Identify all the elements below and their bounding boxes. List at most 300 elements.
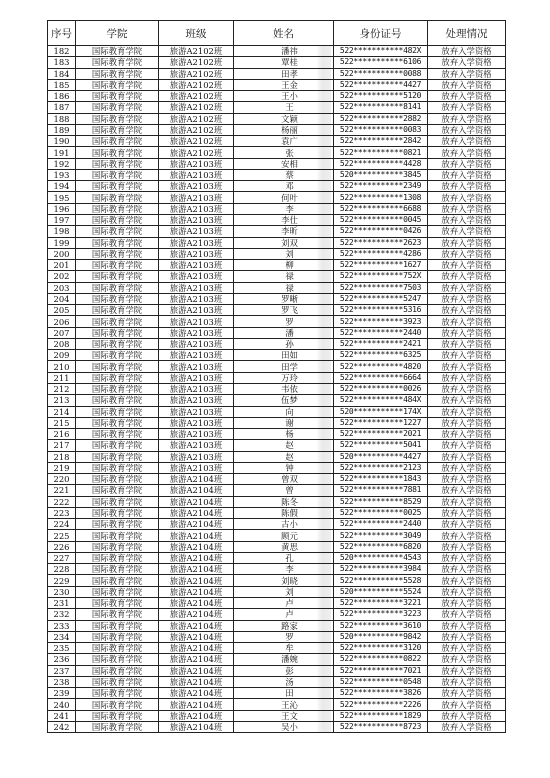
cell-name	[234, 676, 334, 687]
cell-class: 旅游A2104班	[159, 575, 234, 586]
redaction-blur	[317, 575, 331, 585]
cell-class: 旅游A2103班	[159, 293, 234, 304]
redaction-blur	[317, 553, 331, 563]
cell-name	[234, 91, 334, 102]
student-name: 韦依	[281, 384, 298, 395]
cell-status: 放弃入学资格	[428, 79, 506, 90]
cell-status: 放弃入学资格	[428, 485, 506, 496]
redaction-blur	[317, 463, 331, 473]
roster-table	[47, 20, 506, 733]
redaction-blur	[317, 125, 331, 135]
cell-name	[234, 665, 334, 676]
student-name: 刘双	[281, 237, 298, 248]
cell-no: 228	[48, 564, 76, 575]
cell-id: 522***********0083	[334, 124, 428, 135]
cell-college: 国际教育学院	[76, 237, 159, 248]
student-name: 李仕	[281, 215, 298, 226]
table-row	[48, 124, 506, 135]
redaction-blur	[317, 711, 331, 721]
student-name: 牟	[285, 643, 294, 654]
redaction-blur	[317, 688, 331, 698]
redaction-blur	[317, 316, 331, 326]
cell-no: 239	[48, 688, 76, 699]
cell-status: 放弃入学资格	[428, 305, 506, 316]
cell-id: 522***********7881	[334, 485, 428, 496]
cell-name	[234, 699, 334, 710]
table-row	[48, 192, 506, 203]
student-name: 曾	[285, 485, 294, 496]
cell-no: 207	[48, 327, 76, 338]
cell-id: 522***********2226	[334, 699, 428, 710]
col-header-class: 班级	[159, 21, 234, 46]
cell-status: 放弃入学资格	[428, 350, 506, 361]
cell-no: 237	[48, 665, 76, 676]
cell-id: 522***********0088	[334, 68, 428, 79]
table-row	[48, 507, 506, 518]
cell-class: 旅游A2103班	[159, 462, 234, 473]
cell-name	[234, 350, 334, 361]
cell-college: 国际教育学院	[76, 214, 159, 225]
cell-no: 224	[48, 519, 76, 530]
redaction-blur	[317, 102, 331, 112]
cell-status: 放弃入学资格	[428, 237, 506, 248]
cell-status: 放弃入学资格	[428, 46, 506, 57]
cell-name	[234, 643, 334, 654]
student-name: 孙	[285, 339, 294, 350]
cell-status: 放弃入学资格	[428, 372, 506, 383]
student-name: 王金	[281, 79, 298, 90]
cell-name	[234, 721, 334, 732]
cell-class: 旅游A2103班	[159, 440, 234, 451]
cell-college: 国际教育学院	[76, 451, 159, 462]
cell-no: 222	[48, 496, 76, 507]
cell-class: 旅游A2103班	[159, 271, 234, 282]
cell-college: 国际教育学院	[76, 564, 159, 575]
cell-id: 522***********6325	[334, 350, 428, 361]
cell-class: 旅游A2102班	[159, 136, 234, 147]
cell-name	[234, 271, 334, 282]
cell-college: 国际教育学院	[76, 440, 159, 451]
redaction-blur	[317, 519, 331, 529]
cell-status: 放弃入学资格	[428, 552, 506, 563]
cell-college: 国际教育学院	[76, 699, 159, 710]
cell-id: 522***********3223	[334, 609, 428, 620]
cell-college: 国际教育学院	[76, 710, 159, 721]
cell-status: 放弃入学资格	[428, 631, 506, 642]
cell-class: 旅游A2103班	[159, 417, 234, 428]
student-name: 王沁	[281, 699, 298, 710]
cell-id: 522***********0026	[334, 383, 428, 394]
header-row	[48, 21, 506, 46]
table-row	[48, 91, 506, 102]
cell-no: 234	[48, 631, 76, 642]
cell-college: 国际教育学院	[76, 327, 159, 338]
cell-class: 旅游A2103班	[159, 383, 234, 394]
cell-class: 旅游A2103班	[159, 406, 234, 417]
cell-no: 241	[48, 710, 76, 721]
cell-class: 旅游A2102班	[159, 68, 234, 79]
cell-id: 522***********3984	[334, 564, 428, 575]
cell-id: 522***********5316	[334, 305, 428, 316]
cell-no: 216	[48, 429, 76, 440]
cell-class: 旅游A2103班	[159, 316, 234, 327]
table-row	[48, 552, 506, 563]
table-row	[48, 721, 506, 732]
student-name: 田孝	[281, 68, 298, 79]
table-row	[48, 293, 506, 304]
cell-no: 219	[48, 462, 76, 473]
cell-id: 520***********3845	[334, 169, 428, 180]
student-name: 田如	[281, 350, 298, 361]
table-row	[48, 440, 506, 451]
student-name: 汤	[285, 677, 294, 687]
cell-name	[234, 113, 334, 124]
cell-status: 放弃入学资格	[428, 203, 506, 214]
cell-status: 放弃入学资格	[428, 395, 506, 406]
cell-name	[234, 688, 334, 699]
redaction-blur	[317, 91, 331, 101]
cell-class: 旅游A2103班	[159, 237, 234, 248]
cell-id: 522***********6106	[334, 57, 428, 68]
cell-class: 旅游A2103班	[159, 395, 234, 406]
redaction-blur	[317, 339, 331, 349]
cell-college: 国际教育学院	[76, 46, 159, 57]
cell-no: 200	[48, 248, 76, 259]
student-name: 何叶	[281, 192, 298, 203]
student-name: 田	[285, 688, 294, 699]
cell-no: 217	[48, 440, 76, 451]
cell-status: 放弃入学资格	[428, 361, 506, 372]
cell-class: 旅游A2103班	[159, 203, 234, 214]
cell-status: 放弃入学资格	[428, 316, 506, 327]
cell-class: 旅游A2103班	[159, 338, 234, 349]
redaction-blur	[317, 69, 331, 79]
cell-id: 522***********3826	[334, 688, 428, 699]
cell-name	[234, 147, 334, 158]
student-name: 谢	[285, 417, 294, 428]
cell-class: 旅游A2104班	[159, 631, 234, 642]
student-name: 安相	[281, 158, 298, 169]
redaction-blur	[317, 395, 331, 405]
cell-class: 旅游A2103班	[159, 192, 234, 203]
cell-status: 放弃入学资格	[428, 429, 506, 440]
cell-class: 旅游A2104班	[159, 665, 234, 676]
cell-id: 522***********1843	[334, 474, 428, 485]
redaction-blur	[317, 305, 331, 315]
cell-status: 放弃入学资格	[428, 609, 506, 620]
cell-name	[234, 305, 334, 316]
cell-college: 国际教育学院	[76, 136, 159, 147]
redaction-blur	[317, 271, 331, 281]
cell-college: 国际教育学院	[76, 203, 159, 214]
cell-class: 旅游A2103班	[159, 372, 234, 383]
cell-class: 旅游A2104班	[159, 609, 234, 620]
redaction-blur	[317, 564, 331, 574]
cell-name	[234, 57, 334, 68]
table-row	[48, 451, 506, 462]
cell-no: 221	[48, 485, 76, 496]
table-row	[48, 203, 506, 214]
cell-name	[234, 383, 334, 394]
student-name: 顾元	[281, 530, 298, 541]
student-name: 覃桂	[281, 57, 298, 68]
cell-name	[234, 46, 334, 57]
table-row	[48, 417, 506, 428]
cell-status: 放弃入学资格	[428, 406, 506, 417]
redaction-blur	[317, 654, 331, 664]
table-row	[48, 372, 506, 383]
table-row	[48, 496, 506, 507]
cell-name	[234, 181, 334, 192]
table-row	[48, 181, 506, 192]
cell-status: 放弃入学资格	[428, 383, 506, 394]
cell-class: 旅游A2104班	[159, 564, 234, 575]
cell-name	[234, 519, 334, 530]
student-name: 钟	[285, 462, 294, 473]
cell-class: 旅游A2103班	[159, 226, 234, 237]
cell-no: 232	[48, 609, 76, 620]
cell-status: 放弃入学资格	[428, 530, 506, 541]
table-row	[48, 136, 506, 147]
table-row	[48, 676, 506, 687]
cell-no: 220	[48, 474, 76, 485]
cell-id: 522***********2440	[334, 327, 428, 338]
cell-no: 191	[48, 147, 76, 158]
cell-no: 233	[48, 620, 76, 631]
cell-id: 522***********8723	[334, 721, 428, 732]
cell-name	[234, 203, 334, 214]
table-row	[48, 383, 506, 394]
redaction-blur	[317, 136, 331, 146]
cell-no: 198	[48, 226, 76, 237]
cell-status: 放弃入学资格	[428, 57, 506, 68]
cell-class: 旅游A2103班	[159, 260, 234, 271]
cell-class: 旅游A2104班	[159, 519, 234, 530]
student-name: 黄思	[281, 541, 298, 552]
student-name: 孔	[285, 553, 294, 564]
cell-class: 旅游A2102班	[159, 102, 234, 113]
cell-name	[234, 102, 334, 113]
cell-status: 放弃入学资格	[428, 260, 506, 271]
cell-id: 522***********5528	[334, 575, 428, 586]
cell-name	[234, 474, 334, 485]
student-name: 田学	[281, 361, 298, 372]
cell-college: 国际教育学院	[76, 643, 159, 654]
student-name: 罗飞	[281, 305, 298, 316]
cell-no: 230	[48, 586, 76, 597]
table-row	[48, 586, 506, 597]
cell-status: 放弃入学资格	[428, 575, 506, 586]
student-name: 曾双	[281, 474, 298, 485]
cell-college: 国际教育学院	[76, 395, 159, 406]
redaction-blur	[317, 722, 331, 732]
student-name: 赵	[285, 440, 294, 451]
cell-college: 国际教育学院	[76, 91, 159, 102]
table-row	[48, 598, 506, 609]
cell-id: 522***********2421	[334, 338, 428, 349]
cell-name	[234, 169, 334, 180]
cell-name	[234, 395, 334, 406]
table-row	[48, 462, 506, 473]
cell-status: 放弃入学资格	[428, 113, 506, 124]
cell-status: 放弃入学资格	[428, 474, 506, 485]
cell-id: 522***********4427	[334, 79, 428, 90]
cell-college: 国际教育学院	[76, 68, 159, 79]
cell-id: 522***********2440	[334, 519, 428, 530]
cell-no: 229	[48, 575, 76, 586]
table-row	[48, 406, 506, 417]
cell-college: 国际教育学院	[76, 406, 159, 417]
cell-class: 旅游A2103班	[159, 158, 234, 169]
cell-status: 放弃入学资格	[428, 654, 506, 665]
student-name: 罗	[285, 631, 294, 642]
table-row	[48, 113, 506, 124]
cell-status: 放弃入学资格	[428, 710, 506, 721]
cell-no: 242	[48, 721, 76, 732]
cell-status: 放弃入学资格	[428, 169, 506, 180]
cell-status: 放弃入学资格	[428, 598, 506, 609]
cell-college: 国际教育学院	[76, 102, 159, 113]
redaction-blur	[317, 621, 331, 631]
cell-name	[234, 609, 334, 620]
cell-status: 放弃入学资格	[428, 507, 506, 518]
cell-class: 旅游A2102班	[159, 113, 234, 124]
cell-id: 522***********1829	[334, 710, 428, 721]
cell-name	[234, 68, 334, 79]
cell-status: 放弃入学资格	[428, 282, 506, 293]
cell-id: 522***********7503	[334, 282, 428, 293]
cell-no: 209	[48, 350, 76, 361]
table-row	[48, 710, 506, 721]
redaction-blur	[317, 226, 331, 236]
redaction-blur	[317, 361, 331, 371]
cell-college: 国际教育学院	[76, 124, 159, 135]
student-name: 潘	[285, 327, 294, 338]
cell-status: 放弃入学资格	[428, 181, 506, 192]
cell-no: 183	[48, 57, 76, 68]
cell-status: 放弃入学资格	[428, 699, 506, 710]
cell-status: 放弃入学资格	[428, 158, 506, 169]
table-row	[48, 102, 506, 113]
cell-status: 放弃入学资格	[428, 688, 506, 699]
cell-name	[234, 372, 334, 383]
cell-no: 203	[48, 282, 76, 293]
cell-no: 210	[48, 361, 76, 372]
student-name: 邓	[285, 181, 294, 192]
redaction-blur	[317, 80, 331, 90]
student-name: 刘晓	[281, 575, 298, 586]
cell-status: 放弃入学资格	[428, 68, 506, 79]
cell-class: 旅游A2104班	[159, 474, 234, 485]
cell-no: 186	[48, 91, 76, 102]
cell-name	[234, 361, 334, 372]
cell-college: 国际教育学院	[76, 676, 159, 687]
cell-no: 194	[48, 181, 76, 192]
redaction-blur	[317, 666, 331, 676]
student-name: 李	[285, 564, 294, 575]
table-row	[48, 699, 506, 710]
cell-status: 放弃入学资格	[428, 226, 506, 237]
redaction-blur	[317, 294, 331, 304]
student-name: 罗晰	[281, 293, 298, 304]
cell-id: 520***********9842	[334, 631, 428, 642]
cell-college: 国际教育学院	[76, 350, 159, 361]
cell-id: 522***********2123	[334, 462, 428, 473]
cell-no: 205	[48, 305, 76, 316]
redaction-blur	[317, 440, 331, 450]
cell-status: 放弃入学资格	[428, 327, 506, 338]
cell-college: 国际教育学院	[76, 305, 159, 316]
student-name: 古小	[281, 519, 298, 530]
student-name: 潘婉	[281, 654, 298, 665]
student-name: 赵	[285, 451, 294, 462]
cell-status: 放弃入学资格	[428, 721, 506, 732]
cell-class: 旅游A2103班	[159, 305, 234, 316]
cell-id: 522***********4428	[334, 158, 428, 169]
cell-no: 185	[48, 79, 76, 90]
student-name: 禄	[285, 282, 294, 293]
cell-status: 放弃入学资格	[428, 102, 506, 113]
redaction-blur	[317, 170, 331, 180]
cell-no: 193	[48, 169, 76, 180]
cell-no: 195	[48, 192, 76, 203]
cell-college: 国际教育学院	[76, 575, 159, 586]
table-row	[48, 237, 506, 248]
table-row	[48, 485, 506, 496]
table-row	[48, 338, 506, 349]
cell-id: 522***********0548	[334, 676, 428, 687]
cell-id: 522***********2842	[334, 136, 428, 147]
cell-class: 旅游A2104班	[159, 586, 234, 597]
cell-college: 国际教育学院	[76, 338, 159, 349]
cell-no: 208	[48, 338, 76, 349]
cell-status: 放弃入学资格	[428, 451, 506, 462]
cell-class: 旅游A2102班	[159, 91, 234, 102]
redaction-blur	[317, 192, 331, 202]
redaction-blur	[317, 677, 331, 687]
cell-status: 放弃入学资格	[428, 124, 506, 135]
redaction-blur	[317, 598, 331, 608]
cell-name	[234, 440, 334, 451]
cell-college: 国际教育学院	[76, 474, 159, 485]
cell-college: 国际教育学院	[76, 169, 159, 180]
cell-name	[234, 214, 334, 225]
cell-college: 国际教育学院	[76, 293, 159, 304]
table-row	[48, 248, 506, 259]
cell-college: 国际教育学院	[76, 485, 159, 496]
cell-no: 201	[48, 260, 76, 271]
cell-status: 放弃入学资格	[428, 271, 506, 282]
cell-name	[234, 429, 334, 440]
cell-name	[234, 541, 334, 552]
table-row	[48, 361, 506, 372]
cell-class: 旅游A2104班	[159, 643, 234, 654]
cell-name	[234, 496, 334, 507]
cell-no: 190	[48, 136, 76, 147]
redaction-blur	[317, 609, 331, 619]
roster-sheet	[47, 20, 505, 733]
cell-name	[234, 293, 334, 304]
cell-college: 国际教育学院	[76, 383, 159, 394]
redaction-blur	[317, 542, 331, 552]
cell-status: 放弃入学资格	[428, 462, 506, 473]
cell-name	[234, 192, 334, 203]
table-row	[48, 282, 506, 293]
cell-id: 522***********0821	[334, 147, 428, 158]
cell-status: 放弃入学资格	[428, 338, 506, 349]
table-row	[48, 429, 506, 440]
cell-id: 522***********0025	[334, 507, 428, 518]
